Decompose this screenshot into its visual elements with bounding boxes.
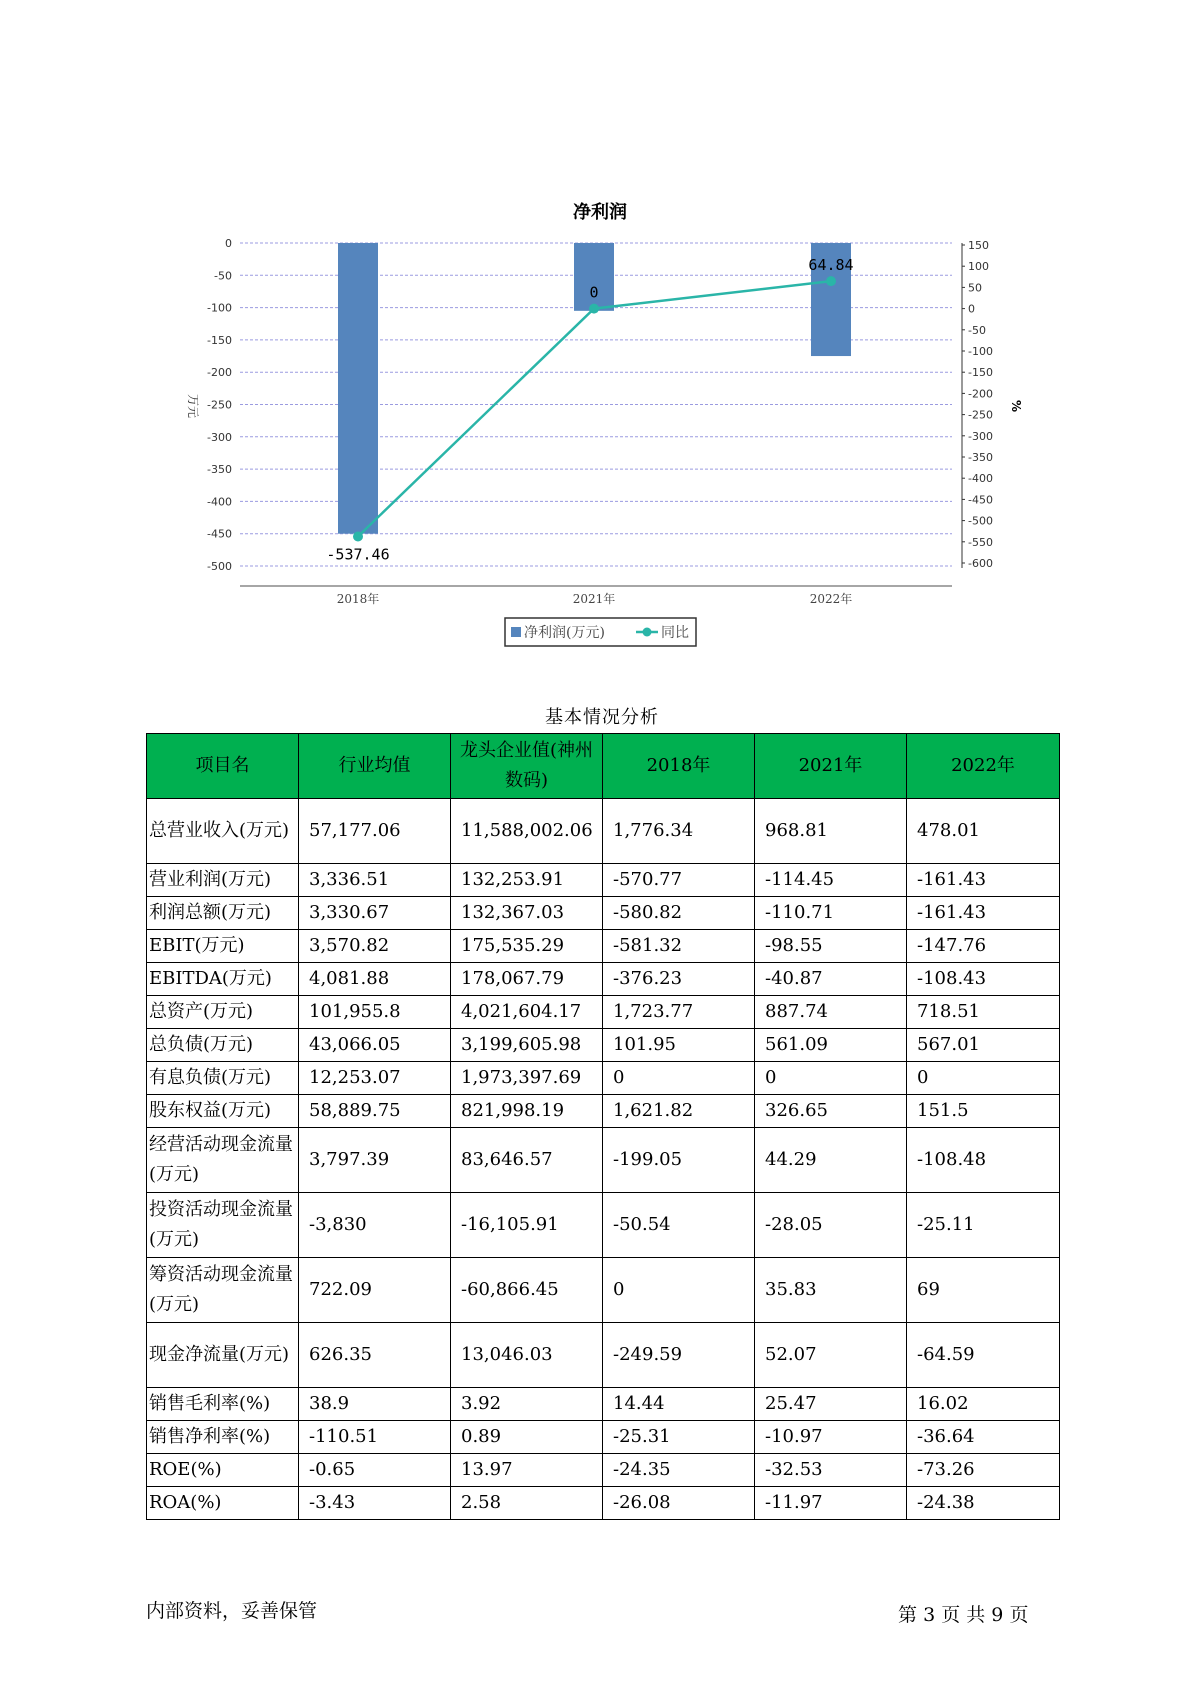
table-cell: 567.01: [907, 1029, 1060, 1062]
table-cell: 626.35: [299, 1323, 451, 1388]
table-cell: 16.02: [907, 1388, 1060, 1421]
table-cell: -161.43: [907, 864, 1060, 897]
legend-line-marker: [643, 628, 652, 637]
table-cell: 2.58: [451, 1487, 603, 1520]
y-tick-label: -400: [207, 495, 232, 509]
row-label: 筹资活动现金流量(万元): [147, 1258, 299, 1323]
table-row: [147, 1062, 1060, 1095]
table-cell: 101.95: [603, 1029, 755, 1062]
table-row: [147, 996, 1060, 1029]
table-row: [147, 1258, 1060, 1323]
table-row: [147, 930, 1060, 963]
y-tick-label: -250: [207, 398, 232, 412]
x-tick-label: 2021年: [572, 592, 616, 606]
table-caption: 基本情况分析: [545, 707, 659, 728]
y2-tick-label: -150: [968, 366, 993, 380]
table-cell: 4,021,604.17: [451, 996, 603, 1029]
y-tick-label: -350: [207, 463, 232, 477]
table-cell: -581.32: [603, 930, 755, 963]
row-label: 销售净利率(%): [147, 1421, 299, 1454]
table-cell: -249.59: [603, 1323, 755, 1388]
table-cell: -10.97: [755, 1421, 907, 1454]
table-cell: -60,866.45: [451, 1258, 603, 1323]
table-row: [147, 1487, 1060, 1520]
table-row: [147, 799, 1060, 864]
row-label: 有息负债(万元): [147, 1062, 299, 1095]
row-label: EBITDA(万元): [147, 963, 299, 996]
table-cell: 151.5: [907, 1095, 1060, 1128]
row-label: ROE(%): [147, 1454, 299, 1487]
table-cell: 0: [603, 1062, 755, 1095]
y2-tick-label: 50: [968, 281, 982, 295]
table-cell: 83,646.57: [451, 1128, 603, 1193]
page-current: 3: [923, 1604, 936, 1626]
chart-title: 净利润: [573, 202, 627, 223]
row-label: EBIT(万元): [147, 930, 299, 963]
table-cell: 38.9: [299, 1388, 451, 1421]
table-cell: -570.77: [603, 864, 755, 897]
table-cell: 561.09: [755, 1029, 907, 1062]
table-cell: -73.26: [907, 1454, 1060, 1487]
table-cell: -36.64: [907, 1421, 1060, 1454]
table-cell: -28.05: [755, 1193, 907, 1258]
table-cell: 178,067.79: [451, 963, 603, 996]
y-tick-label: -500: [207, 560, 232, 573]
row-label: 利润总额(万元): [147, 897, 299, 930]
page-total: 9: [991, 1604, 1004, 1626]
table-cell: 58,889.75: [299, 1095, 451, 1128]
table-cell: -24.38: [907, 1487, 1060, 1520]
page-mid: 页 共: [941, 1604, 986, 1626]
table-row: [147, 1323, 1060, 1388]
footer-page-number: [898, 1600, 1028, 1627]
table-cell: 3,199,605.98: [451, 1029, 603, 1062]
x-tick-label: 2018年: [336, 592, 380, 606]
footer-confidential-note: 内部资料，妥善保管: [146, 1600, 318, 1622]
page-prefix: 第: [898, 1604, 918, 1626]
table-cell: 25.47: [755, 1388, 907, 1421]
y-tick-label: -200: [207, 366, 232, 380]
table-cell: 3,797.39: [299, 1128, 451, 1193]
table-cell: 326.65: [755, 1095, 907, 1128]
y2-tick-label: -50: [968, 323, 986, 337]
row-label: 投资活动现金流量(万元): [147, 1193, 299, 1258]
row-label: 经营活动现金流量(万元): [147, 1128, 299, 1193]
table-cell: -0.65: [299, 1454, 451, 1487]
table-cell: 4,081.88: [299, 963, 451, 996]
table-cell: 101,955.8: [299, 996, 451, 1029]
row-label: 现金净流量(万元): [147, 1323, 299, 1388]
table-cell: -40.87: [755, 963, 907, 996]
table-row: [147, 1095, 1060, 1128]
table-header-row: [147, 734, 1060, 799]
table-cell: 11,588,002.06: [451, 799, 603, 864]
y2-axis-title: %: [1009, 399, 1023, 413]
table-cell: -3,830: [299, 1193, 451, 1258]
yoy-point: [826, 276, 836, 286]
table-cell: 175,535.29: [451, 930, 603, 963]
table-cell: -108.43: [907, 963, 1060, 996]
table-row: [147, 1128, 1060, 1193]
y2-tick-label: -550: [968, 535, 993, 549]
table-cell: 1,621.82: [603, 1095, 755, 1128]
y-tick-label: -450: [207, 527, 232, 541]
x-tick-label: 2022年: [809, 592, 853, 606]
table-cell: -110.71: [755, 897, 907, 930]
y2-tick-label: 100: [968, 260, 989, 274]
table-cell: -580.82: [603, 897, 755, 930]
table-cell: -25.31: [603, 1421, 755, 1454]
table-cell: -108.48: [907, 1128, 1060, 1193]
table-cell: -376.23: [603, 963, 755, 996]
data-label: 0: [589, 283, 599, 302]
y2-tick-label: 0: [968, 302, 975, 316]
y2-tick-label: -600: [968, 557, 993, 570]
y2-tick-label: -300: [968, 429, 993, 443]
table-cell: 3.92: [451, 1388, 603, 1421]
table-cell: 44.29: [755, 1128, 907, 1193]
row-label: 总负债(万元): [147, 1029, 299, 1062]
table-cell: -16,105.91: [451, 1193, 603, 1258]
table-cell: -25.11: [907, 1193, 1060, 1258]
y2-tick-label: -250: [968, 408, 993, 422]
row-label: 营业利润(万元): [147, 864, 299, 897]
table-cell: 1,723.77: [603, 996, 755, 1029]
table-cell: 1,776.34: [603, 799, 755, 864]
table-cell: 52.07: [755, 1323, 907, 1388]
table-cell: -26.08: [603, 1487, 755, 1520]
table-row: [147, 1454, 1060, 1487]
page-suffix: 页: [1009, 1604, 1029, 1626]
table-cell: -199.05: [603, 1128, 755, 1193]
table-row: [147, 1421, 1060, 1454]
table-cell: 722.09: [299, 1258, 451, 1323]
row-label: ROA(%): [147, 1487, 299, 1520]
net-profit-chart: [0, 0, 1191, 680]
header-2022: 2022年: [907, 734, 1060, 799]
table-cell: 57,177.06: [299, 799, 451, 864]
table-cell: 718.51: [907, 996, 1060, 1029]
y-tick-label: -300: [207, 430, 232, 444]
y2-tick-label: -500: [968, 514, 993, 528]
table-cell: 821,998.19: [451, 1095, 603, 1128]
y-tick-label: 0: [225, 237, 232, 250]
table-cell: 968.81: [755, 799, 907, 864]
legend-line-label: 同比: [661, 625, 689, 641]
table-cell: 0: [907, 1062, 1060, 1095]
table-cell: 35.83: [755, 1258, 907, 1323]
legend-bar-label: 净利润(万元): [524, 625, 605, 641]
table-cell: -3.43: [299, 1487, 451, 1520]
table-cell: 69: [907, 1258, 1060, 1323]
y2-tick-label: 150: [968, 239, 989, 252]
y-tick-label: -150: [207, 333, 232, 347]
table-cell: -64.59: [907, 1323, 1060, 1388]
yoy-point: [353, 531, 363, 541]
table-cell: 43,066.05: [299, 1029, 451, 1062]
table-cell: -161.43: [907, 897, 1060, 930]
table-cell: 0: [755, 1062, 907, 1095]
row-label: 销售毛利率(%): [147, 1388, 299, 1421]
data-label: -537.46: [326, 545, 390, 564]
legend-bar-swatch: [511, 627, 521, 637]
table-cell: -114.45: [755, 864, 907, 897]
table-cell: 12,253.07: [299, 1062, 451, 1095]
yoy-line: [358, 281, 831, 536]
table-cell: 13,046.03: [451, 1323, 603, 1388]
table-cell: 3,336.51: [299, 864, 451, 897]
header-leader-value: 龙头企业值(神州数码): [451, 734, 603, 799]
table-cell: 887.74: [755, 996, 907, 1029]
row-label: 股东权益(万元): [147, 1095, 299, 1128]
header-2018: 2018年: [603, 734, 755, 799]
y2-tick-label: -350: [968, 451, 993, 464]
table-cell: 13.97: [451, 1454, 603, 1487]
header-item-name: 项目名: [147, 734, 299, 799]
table-cell: 0.89: [451, 1421, 603, 1454]
data-label: 64.84: [808, 256, 854, 275]
header-industry-avg: 行业均值: [299, 734, 451, 799]
table-cell: 14.44: [603, 1388, 755, 1421]
bar: [338, 243, 378, 534]
table-cell: -24.35: [603, 1454, 755, 1487]
table-cell: 3,570.82: [299, 930, 451, 963]
table-cell: -50.54: [603, 1193, 755, 1258]
table-cell: -147.76: [907, 930, 1060, 963]
y-tick-label: -100: [207, 301, 232, 315]
table-row: [147, 1029, 1060, 1062]
table-cell: 132,367.03: [451, 897, 603, 930]
yoy-point: [589, 304, 599, 314]
table-cell: 3,330.67: [299, 897, 451, 930]
y-tick-label: -50: [214, 269, 232, 283]
y-axis-title: 万元: [186, 393, 200, 419]
table-cell: 132,253.91: [451, 864, 603, 897]
table-row: [147, 864, 1060, 897]
row-label: 总营业收入(万元): [147, 799, 299, 864]
y2-tick-label: -400: [968, 472, 993, 486]
y2-tick-label: -100: [968, 345, 993, 358]
table-cell: -11.97: [755, 1487, 907, 1520]
table-row: [147, 963, 1060, 996]
table-row: [147, 897, 1060, 930]
basic-analysis-table: [146, 733, 1060, 1520]
table-cell: 478.01: [907, 799, 1060, 864]
header-2021: 2021年: [755, 734, 907, 799]
table-row: [147, 1193, 1060, 1258]
table-cell: -32.53: [755, 1454, 907, 1487]
y2-tick-label: -200: [968, 387, 993, 401]
table-cell: -110.51: [299, 1421, 451, 1454]
table-cell: 1,973,397.69: [451, 1062, 603, 1095]
table-cell: 0: [603, 1258, 755, 1323]
table-row: [147, 1388, 1060, 1421]
y2-tick-label: -450: [968, 493, 993, 507]
table-cell: -98.55: [755, 930, 907, 963]
row-label: 总资产(万元): [147, 996, 299, 1029]
